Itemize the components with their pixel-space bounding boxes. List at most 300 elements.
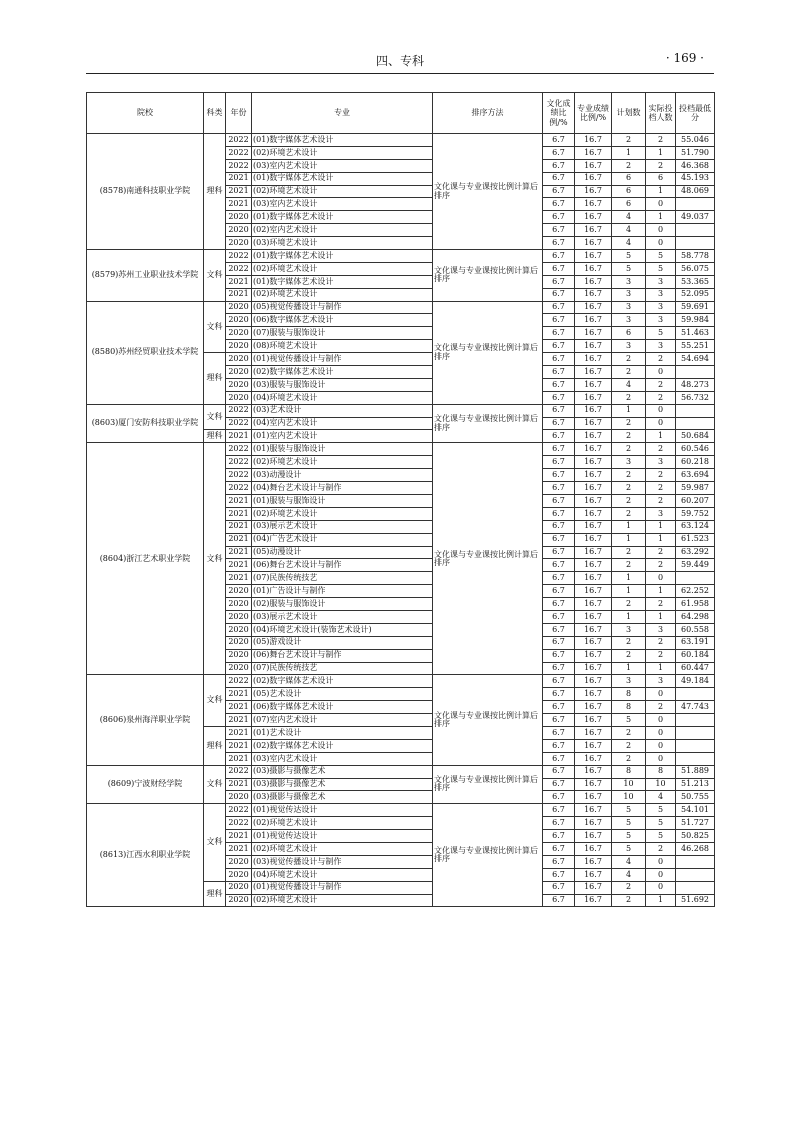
cell-major: (03)展示艺术设计: [252, 610, 433, 623]
cell-major-ratio: 16.7: [575, 185, 612, 198]
cell-min-score: 60.546: [676, 443, 715, 456]
cell-year: 2021: [226, 546, 252, 559]
cell-major: (08)环境艺术设计: [252, 340, 433, 353]
cell-major: (03)室内艺术设计: [252, 159, 433, 172]
cell-year: 2020: [226, 636, 252, 649]
cell-major: (02)环境艺术设计: [252, 817, 433, 830]
cell-year: 2021: [226, 507, 252, 520]
cell-min-score: 61.958: [676, 598, 715, 611]
cell-min-score: 47.743: [676, 701, 715, 714]
cell-major-ratio: 16.7: [575, 288, 612, 301]
col-header-culture-ratio: 文化成绩比例/%: [543, 93, 575, 134]
cell-major-ratio: 16.7: [575, 172, 612, 185]
cell-year: 2021: [226, 185, 252, 198]
cell-plan: 6: [612, 198, 646, 211]
cell-major: (01)数字媒体艺术设计: [252, 250, 433, 263]
cell-year: 2021: [226, 778, 252, 791]
cell-culture-ratio: 6.7: [543, 404, 575, 417]
cell-admitted: 1: [646, 430, 676, 443]
cell-plan: 2: [612, 546, 646, 559]
cell-major-ratio: 16.7: [575, 456, 612, 469]
cell-culture-ratio: 6.7: [543, 842, 575, 855]
cell-major: (03)摄影与摄像艺术: [252, 765, 433, 778]
cell-culture-ratio: 6.7: [543, 726, 575, 739]
cell-major-ratio: 16.7: [575, 701, 612, 714]
cell-admitted: 0: [646, 224, 676, 237]
cell-year: 2020: [226, 391, 252, 404]
cell-culture-ratio: 6.7: [543, 250, 575, 263]
cell-culture-ratio: 6.7: [543, 765, 575, 778]
cell-year: 2021: [226, 559, 252, 572]
cell-major: (01)数字媒体艺术设计: [252, 172, 433, 185]
cell-plan: 1: [612, 662, 646, 675]
section-title: 四、专科: [375, 54, 424, 68]
cell-plan: 2: [612, 469, 646, 482]
cell-admitted: 1: [646, 146, 676, 159]
cell-culture-ratio: 6.7: [543, 520, 575, 533]
cell-year: 2020: [226, 649, 252, 662]
cell-min-score: 59.987: [676, 482, 715, 495]
cell-year: 2021: [226, 430, 252, 443]
cell-major-ratio: 16.7: [575, 714, 612, 727]
cell-year: 2022: [226, 417, 252, 430]
cell-min-score: 54.694: [676, 353, 715, 366]
page-number: · 169 ·: [665, 51, 704, 65]
cell-admitted: 2: [646, 559, 676, 572]
cell-min-score: 60.184: [676, 649, 715, 662]
cell-min-score: 63.191: [676, 636, 715, 649]
cell-plan: 2: [612, 598, 646, 611]
cell-admitted: 0: [646, 572, 676, 585]
cell-plan: 4: [612, 855, 646, 868]
cell-min-score: 63.694: [676, 469, 715, 482]
cell-plan: 2: [612, 134, 646, 147]
cell-min-score: 56.732: [676, 391, 715, 404]
cell-major: (02)环境艺术设计: [252, 262, 433, 275]
cell-plan: 1: [612, 585, 646, 598]
cell-major-ratio: 16.7: [575, 417, 612, 430]
cell-plan: 2: [612, 391, 646, 404]
cell-admitted: 1: [646, 610, 676, 623]
cell-min-score: [676, 855, 715, 868]
table-row: [87, 301, 715, 314]
cell-min-score: 48.069: [676, 185, 715, 198]
cell-major-ratio: 16.7: [575, 752, 612, 765]
cell-year: 2021: [226, 198, 252, 211]
cell-admitted: 3: [646, 675, 676, 688]
cell-admitted: 2: [646, 482, 676, 495]
school-name: (8609)宁波财经学院: [87, 765, 204, 804]
cell-admitted: 0: [646, 739, 676, 752]
cell-major: (05)游戏设计: [252, 636, 433, 649]
cell-culture-ratio: 6.7: [543, 868, 575, 881]
cell-major-ratio: 16.7: [575, 636, 612, 649]
cell-major: (02)环境艺术设计: [252, 456, 433, 469]
cell-plan: 3: [612, 340, 646, 353]
cell-admitted: 0: [646, 198, 676, 211]
cell-year: 2022: [226, 456, 252, 469]
cell-admitted: 8: [646, 765, 676, 778]
cell-admitted: 0: [646, 366, 676, 379]
cell-major: (04)广告艺术设计: [252, 533, 433, 546]
cell-min-score: 49.184: [676, 675, 715, 688]
cell-plan: 2: [612, 353, 646, 366]
school-name: (8580)苏州经贸职业技术学院: [87, 301, 204, 404]
cell-major: (02)室内艺术设计: [252, 224, 433, 237]
cell-year: 2021: [226, 288, 252, 301]
ranking-method: 文化课与专业课按比例计算后排序: [433, 404, 543, 443]
cell-admitted: 5: [646, 804, 676, 817]
cell-plan: 4: [612, 211, 646, 224]
cell-major-ratio: 16.7: [575, 778, 612, 791]
cell-admitted: 2: [646, 443, 676, 456]
cell-min-score: [676, 572, 715, 585]
cell-year: 2020: [226, 353, 252, 366]
cell-major: (02)环境艺术设计: [252, 842, 433, 855]
subject-category: 理科: [204, 430, 226, 443]
col-header-major: 专业: [252, 93, 433, 134]
cell-admitted: 0: [646, 714, 676, 727]
cell-culture-ratio: 6.7: [543, 559, 575, 572]
cell-major-ratio: 16.7: [575, 598, 612, 611]
cell-major-ratio: 16.7: [575, 430, 612, 443]
cell-plan: 2: [612, 159, 646, 172]
cell-major-ratio: 16.7: [575, 134, 612, 147]
cell-admitted: 10: [646, 778, 676, 791]
cell-plan: 2: [612, 366, 646, 379]
cell-admitted: 5: [646, 327, 676, 340]
subject-category: 理科: [204, 353, 226, 405]
cell-admitted: 6: [646, 172, 676, 185]
cell-major-ratio: 16.7: [575, 224, 612, 237]
cell-admitted: 5: [646, 262, 676, 275]
cell-min-score: 51.889: [676, 765, 715, 778]
cell-admitted: 1: [646, 585, 676, 598]
cell-year: 2020: [226, 378, 252, 391]
cell-admitted: 0: [646, 237, 676, 250]
cell-min-score: 50.825: [676, 830, 715, 843]
cell-major: (05)动漫设计: [252, 546, 433, 559]
cell-culture-ratio: 6.7: [543, 894, 575, 907]
cell-culture-ratio: 6.7: [543, 675, 575, 688]
cell-min-score: [676, 881, 715, 894]
cell-culture-ratio: 6.7: [543, 237, 575, 250]
cell-major: (01)数字媒体艺术设计: [252, 134, 433, 147]
cell-min-score: [676, 366, 715, 379]
cell-min-score: [676, 752, 715, 765]
col-header-school: 院校: [87, 93, 204, 134]
cell-culture-ratio: 6.7: [543, 224, 575, 237]
cell-plan: 3: [612, 301, 646, 314]
cell-major: (07)民族传统技艺: [252, 572, 433, 585]
table-row: [87, 443, 715, 456]
cell-admitted: 2: [646, 494, 676, 507]
cell-admitted: 0: [646, 868, 676, 881]
cell-major-ratio: 16.7: [575, 894, 612, 907]
cell-major: (01)艺术设计: [252, 726, 433, 739]
cell-major-ratio: 16.7: [575, 443, 612, 456]
cell-min-score: 51.692: [676, 894, 715, 907]
cell-plan: 3: [612, 456, 646, 469]
cell-major: (01)广告设计与制作: [252, 585, 433, 598]
cell-admitted: 3: [646, 301, 676, 314]
cell-min-score: 51.213: [676, 778, 715, 791]
table-row: [87, 675, 715, 688]
cell-major-ratio: 16.7: [575, 250, 612, 263]
cell-major-ratio: 16.7: [575, 623, 612, 636]
cell-admitted: 5: [646, 830, 676, 843]
cell-plan: 8: [612, 688, 646, 701]
cell-culture-ratio: 6.7: [543, 327, 575, 340]
cell-admitted: 3: [646, 288, 676, 301]
cell-year: 2020: [226, 623, 252, 636]
cell-admitted: 2: [646, 159, 676, 172]
cell-major: (05)视觉传播设计与制作: [252, 301, 433, 314]
cell-major: (02)数字媒体艺术设计: [252, 675, 433, 688]
cell-min-score: 63.292: [676, 546, 715, 559]
cell-major: (05)艺术设计: [252, 688, 433, 701]
cell-year: 2022: [226, 262, 252, 275]
cell-admitted: 0: [646, 726, 676, 739]
cell-major-ratio: 16.7: [575, 855, 612, 868]
cell-major: (06)舞台艺术设计与制作: [252, 649, 433, 662]
cell-admitted: 0: [646, 752, 676, 765]
cell-major-ratio: 16.7: [575, 494, 612, 507]
cell-year: 2021: [226, 842, 252, 855]
cell-major: (03)服装与服饰设计: [252, 378, 433, 391]
cell-year: 2021: [226, 533, 252, 546]
cell-major-ratio: 16.7: [575, 507, 612, 520]
cell-admitted: 1: [646, 211, 676, 224]
cell-plan: 1: [612, 572, 646, 585]
cell-culture-ratio: 6.7: [543, 482, 575, 495]
cell-culture-ratio: 6.7: [543, 391, 575, 404]
col-header-subject: 科类: [204, 93, 226, 134]
cell-min-score: 61.523: [676, 533, 715, 546]
cell-admitted: 2: [646, 469, 676, 482]
cell-major: (03)动漫设计: [252, 469, 433, 482]
cell-plan: 3: [612, 675, 646, 688]
cell-year: 2020: [226, 598, 252, 611]
cell-major-ratio: 16.7: [575, 301, 612, 314]
cell-admitted: 1: [646, 662, 676, 675]
cell-major: (04)环境艺术设计: [252, 391, 433, 404]
cell-culture-ratio: 6.7: [543, 507, 575, 520]
cell-plan: 6: [612, 172, 646, 185]
cell-culture-ratio: 6.7: [543, 714, 575, 727]
cell-year: 2022: [226, 817, 252, 830]
cell-major-ratio: 16.7: [575, 314, 612, 327]
cell-major: (03)展示艺术设计: [252, 520, 433, 533]
cell-major-ratio: 16.7: [575, 378, 612, 391]
cell-culture-ratio: 6.7: [543, 636, 575, 649]
col-header-year: 年份: [226, 93, 252, 134]
cell-major-ratio: 16.7: [575, 391, 612, 404]
cell-min-score: 46.268: [676, 842, 715, 855]
cell-major: (07)室内艺术设计: [252, 714, 433, 727]
subject-category: 文科: [204, 404, 226, 430]
cell-major-ratio: 16.7: [575, 649, 612, 662]
cell-year: 2021: [226, 714, 252, 727]
cell-culture-ratio: 6.7: [543, 572, 575, 585]
cell-min-score: [676, 417, 715, 430]
cell-min-score: 59.752: [676, 507, 715, 520]
cell-plan: 2: [612, 494, 646, 507]
cell-admitted: 2: [646, 546, 676, 559]
cell-plan: 8: [612, 701, 646, 714]
cell-admitted: 0: [646, 855, 676, 868]
cell-culture-ratio: 6.7: [543, 623, 575, 636]
cell-culture-ratio: 6.7: [543, 185, 575, 198]
cell-major: (01)视觉传播设计与制作: [252, 881, 433, 894]
cell-culture-ratio: 6.7: [543, 817, 575, 830]
cell-major: (06)舞台艺术设计与制作: [252, 559, 433, 572]
cell-admitted: 3: [646, 314, 676, 327]
cell-min-score: [676, 237, 715, 250]
cell-major: (01)视觉传达设计: [252, 804, 433, 817]
cell-min-score: 48.273: [676, 378, 715, 391]
cell-major-ratio: 16.7: [575, 726, 612, 739]
cell-min-score: 58.778: [676, 250, 715, 263]
cell-plan: 2: [612, 752, 646, 765]
subject-category: 理科: [204, 726, 226, 765]
cell-admitted: 2: [646, 636, 676, 649]
cell-major: (01)视觉传达设计: [252, 830, 433, 843]
cell-major-ratio: 16.7: [575, 482, 612, 495]
table-body: [87, 134, 715, 907]
cell-major-ratio: 16.7: [575, 366, 612, 379]
cell-culture-ratio: 6.7: [543, 881, 575, 894]
admission-table: [86, 92, 715, 907]
cell-major: (04)室内艺术设计: [252, 417, 433, 430]
cell-major-ratio: 16.7: [575, 804, 612, 817]
cell-year: 2022: [226, 675, 252, 688]
cell-culture-ratio: 6.7: [543, 494, 575, 507]
table-row: [87, 250, 715, 263]
cell-admitted: 3: [646, 507, 676, 520]
cell-culture-ratio: 6.7: [543, 172, 575, 185]
cell-year: 2020: [226, 868, 252, 881]
cell-major: (03)室内艺术设计: [252, 198, 433, 211]
cell-year: 2022: [226, 159, 252, 172]
cell-major-ratio: 16.7: [575, 211, 612, 224]
cell-culture-ratio: 6.7: [543, 701, 575, 714]
cell-year: 2020: [226, 881, 252, 894]
cell-major: (07)服装与服饰设计: [252, 327, 433, 340]
cell-min-score: [676, 224, 715, 237]
cell-major-ratio: 16.7: [575, 739, 612, 752]
cell-min-score: 64.298: [676, 610, 715, 623]
cell-year: 2020: [226, 894, 252, 907]
cell-min-score: [676, 198, 715, 211]
cell-plan: 6: [612, 185, 646, 198]
cell-major: (02)环境艺术设计: [252, 288, 433, 301]
school-name: (8603)厦门安防科技职业学院: [87, 404, 204, 443]
cell-culture-ratio: 6.7: [543, 456, 575, 469]
cell-culture-ratio: 6.7: [543, 804, 575, 817]
subject-category: 文科: [204, 804, 226, 881]
cell-culture-ratio: 6.7: [543, 198, 575, 211]
cell-major-ratio: 16.7: [575, 520, 612, 533]
cell-plan: 4: [612, 378, 646, 391]
subject-category: 文科: [204, 250, 226, 302]
cell-major-ratio: 16.7: [575, 817, 612, 830]
col-header-plan: 计划数: [612, 93, 646, 134]
school-name: (8579)苏州工业职业技术学院: [87, 250, 204, 302]
cell-plan: 5: [612, 830, 646, 843]
cell-year: 2021: [226, 830, 252, 843]
subject-category: 理科: [204, 881, 226, 907]
cell-plan: 2: [612, 881, 646, 894]
cell-year: 2022: [226, 250, 252, 263]
cell-plan: 2: [612, 636, 646, 649]
cell-min-score: 53.365: [676, 275, 715, 288]
cell-culture-ratio: 6.7: [543, 585, 575, 598]
cell-major: (04)环境艺术设计: [252, 868, 433, 881]
cell-admitted: 1: [646, 520, 676, 533]
cell-major: (02)服装与服饰设计: [252, 598, 433, 611]
cell-year: 2020: [226, 791, 252, 804]
cell-plan: 2: [612, 417, 646, 430]
cell-major-ratio: 16.7: [575, 765, 612, 778]
table-row: [87, 804, 715, 817]
cell-year: 2020: [226, 610, 252, 623]
cell-plan: 1: [612, 146, 646, 159]
cell-culture-ratio: 6.7: [543, 430, 575, 443]
cell-min-score: 62.252: [676, 585, 715, 598]
cell-plan: 5: [612, 714, 646, 727]
subject-category: 文科: [204, 443, 226, 675]
cell-culture-ratio: 6.7: [543, 262, 575, 275]
cell-major-ratio: 16.7: [575, 585, 612, 598]
cell-plan: 10: [612, 791, 646, 804]
cell-major: (03)艺术设计: [252, 404, 433, 417]
cell-admitted: 4: [646, 791, 676, 804]
cell-culture-ratio: 6.7: [543, 353, 575, 366]
ranking-method: 文化课与专业课按比例计算后排序: [433, 765, 543, 804]
cell-year: 2022: [226, 443, 252, 456]
cell-major-ratio: 16.7: [575, 842, 612, 855]
cell-culture-ratio: 6.7: [543, 533, 575, 546]
cell-plan: 5: [612, 842, 646, 855]
cell-culture-ratio: 6.7: [543, 791, 575, 804]
subject-category: 文科: [204, 765, 226, 804]
cell-admitted: 2: [646, 378, 676, 391]
cell-year: 2021: [226, 752, 252, 765]
cell-min-score: [676, 714, 715, 727]
cell-year: 2022: [226, 469, 252, 482]
col-header-min-score: 投档最低分: [676, 93, 715, 134]
ranking-method: 文化课与专业课按比例计算后排序: [433, 675, 543, 765]
cell-culture-ratio: 6.7: [543, 546, 575, 559]
table-row: [87, 404, 715, 417]
cell-admitted: 1: [646, 533, 676, 546]
cell-plan: 3: [612, 275, 646, 288]
cell-major-ratio: 16.7: [575, 546, 612, 559]
ranking-method: 文化课与专业课按比例计算后排序: [433, 134, 543, 250]
cell-major-ratio: 16.7: [575, 868, 612, 881]
cell-min-score: [676, 868, 715, 881]
cell-year: 2021: [226, 572, 252, 585]
cell-major-ratio: 16.7: [575, 237, 612, 250]
cell-major: (03)视觉传播设计与制作: [252, 855, 433, 868]
table-row: [87, 134, 715, 147]
cell-min-score: [676, 726, 715, 739]
cell-min-score: 59.984: [676, 314, 715, 327]
cell-major: (01)数字媒体艺术设计: [252, 275, 433, 288]
cell-admitted: 5: [646, 250, 676, 263]
cell-year: 2021: [226, 494, 252, 507]
